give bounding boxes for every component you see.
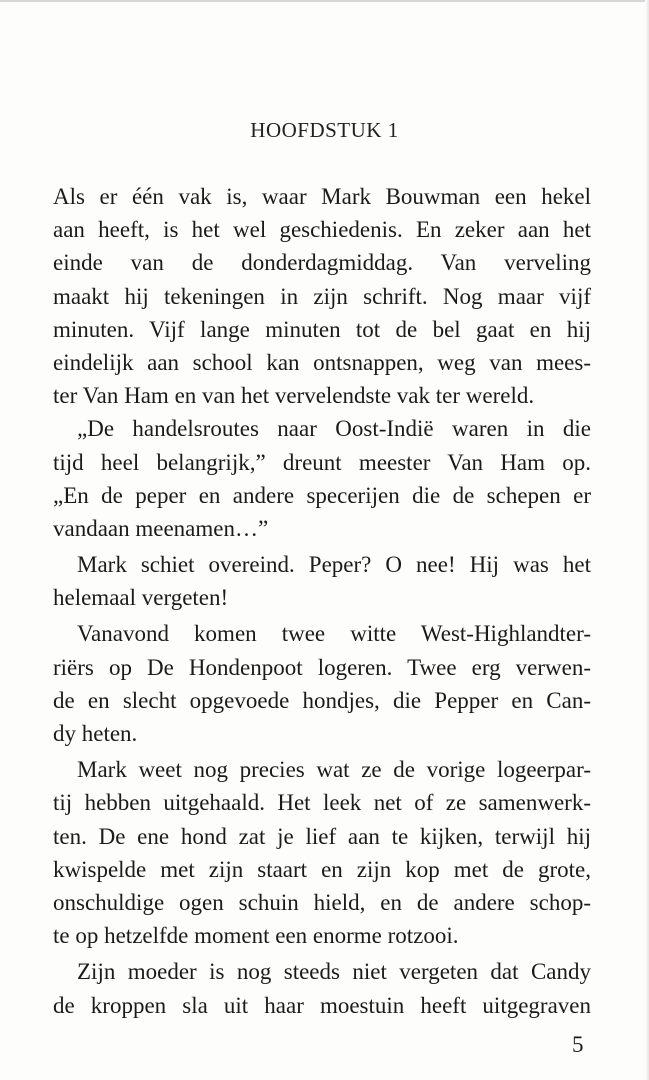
text-line: Mark schiet overeind. Peper? O nee! Hij was het (77, 552, 591, 578)
text-line: einde van de donderdagmiddag. Van verveling (53, 250, 591, 276)
page-right-edge (645, 0, 649, 1080)
text-line: onschuldige ogen schuin hield, en de andere schop- (53, 889, 591, 915)
text-line: te op hetzelfde moment een enorme rotzooi. (53, 923, 459, 949)
text-line: ten. De ene hond zat je lief aan te kijken, terwijl hij (53, 823, 591, 849)
text-line: Zijn moeder is nog steeds niet vergeten dat Candy (77, 959, 591, 985)
text-line: vandaan meenamen…” (53, 515, 269, 541)
text-line: riërs op De Hondenpoot logeren. Twee erg verwen- (53, 654, 591, 680)
text-line: minuten. Vijf lange minuten tot de bel gaat en hij (53, 316, 591, 342)
body-text (53, 180, 591, 1022)
text-line: Als er één vak is, waar Mark Bouwman een hekel (53, 184, 591, 209)
page-top-edge (0, 0, 649, 2)
text-line: „De handelsroutes naar Oost-Indië waren in die (77, 416, 591, 442)
text-line: helemaal vergeten! (53, 585, 229, 611)
text-line: „En de peper en andere specerijen die de schepen er (53, 482, 591, 508)
text-line: ter Van Ham en van het vervelendste vak ter wereld. (53, 383, 535, 409)
text-line: tij hebben uitgehaald. Het leek net of ze samenwerk- (53, 790, 591, 816)
text-line: de en slecht opgevoede hondjes, die Pepper en Can- (53, 687, 591, 713)
text-line: Mark weet nog precies wat ze de vorige logeerpar- (77, 757, 591, 783)
text-line: eindelijk aan school kan ontsnappen, weg van mees- (53, 349, 591, 375)
text-line: de kroppen sla uit haar moestuin heeft uitgegraven (53, 992, 591, 1018)
text-line: aan heeft, is het wel geschiedenis. En zeker aan het (53, 217, 591, 243)
text-line: maakt hij tekeningen in zijn schrift. Nog maar vijf (53, 283, 591, 309)
chapter-title: HOOFDSTUK 1 (250, 118, 399, 142)
page-number: 5 (572, 1032, 584, 1057)
text-line: kwispelde met zijn staart en zijn kop met de grote, (53, 856, 591, 882)
text-line: tijd heel belangrijk,” dreunt meester Van Ham op. (53, 449, 591, 475)
text-line: Vanavond komen twee witte West-Highlandter- (77, 621, 591, 647)
text-line: dy heten. (53, 721, 138, 746)
